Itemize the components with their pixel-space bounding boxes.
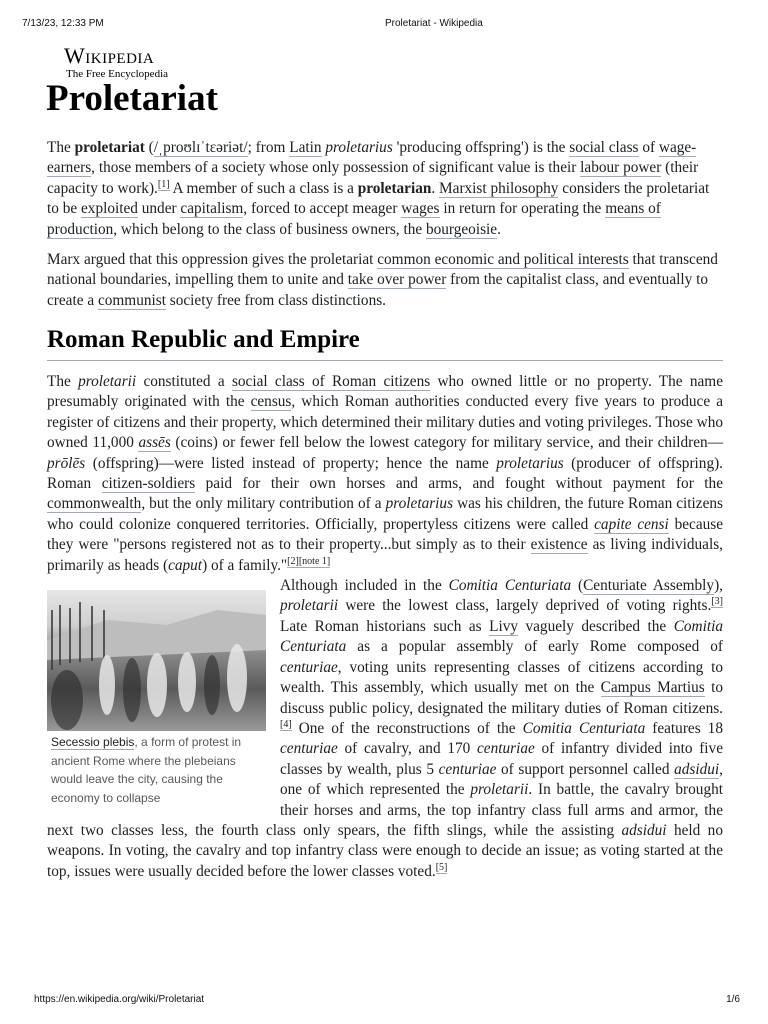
- text: society free from class distinctions.: [165, 291, 387, 309]
- citation-link[interactable]: [5]: [435, 861, 448, 873]
- citation-link[interactable]: [3]: [711, 596, 723, 608]
- text: that transcend national boundaries, impelling them to unite and: [47, 251, 718, 289]
- intro-section: [47, 138, 723, 311]
- citation-link[interactable]: [1]: [157, 178, 170, 190]
- italic-term: centuriae: [477, 740, 535, 758]
- text: vaguely described the: [518, 617, 674, 635]
- text: ; from: [247, 139, 290, 156]
- secessio-plebis-image[interactable]: [47, 590, 266, 731]
- wiki-link[interactable]: exploited: [81, 200, 138, 218]
- print-datetime: 7/13/23, 12:33 PM: [22, 18, 104, 29]
- text: , which belong to the class of business owners, the: [113, 220, 426, 238]
- citation-link[interactable]: [4]: [280, 718, 292, 730]
- italic-term: proletarii: [280, 597, 339, 615]
- wiki-link[interactable]: Latin: [289, 139, 322, 156]
- text: under: [137, 200, 181, 218]
- text: were the lowest class, largely deprived of voting rights.: [338, 597, 712, 615]
- wiki-link[interactable]: wages: [401, 200, 440, 218]
- text: to discuss public policy, designated the military duties of Roman citizens.: [280, 679, 723, 717]
- italic-term: centuriae: [438, 760, 497, 778]
- italic-term: proletarii: [470, 781, 529, 799]
- text: ),: [714, 577, 723, 595]
- text: of infantry divided into five classes by wealth, plus 5: [280, 740, 723, 778]
- italic-term: adsidui: [621, 821, 667, 839]
- print-url: https://en.wikipedia.org/wiki/Proletariat: [34, 994, 205, 1005]
- italic-term: caput: [168, 556, 203, 574]
- section-heading: Roman Republic and Empire: [47, 324, 723, 361]
- italic-term: Comitia Centuriata: [448, 577, 572, 595]
- figure-caption: [47, 731, 266, 807]
- wikipedia-logo[interactable]: [64, 44, 168, 80]
- text: , those members of a society whose only possession of significant value is their: [91, 159, 581, 177]
- text: , which Roman authorities conducted every five years to produce a register of citizens and their property, which determined their military duties and voting privileges. Those who owned 11,000: [47, 393, 723, 452]
- text: from the capitalist class, and eventually to create a: [47, 271, 708, 309]
- wiki-link[interactable]: labour power: [580, 159, 662, 177]
- wiki-link[interactable]: means of production: [47, 200, 661, 238]
- wiki-link[interactable]: social class: [569, 139, 639, 156]
- text: considers the proletariat to be: [47, 179, 710, 218]
- text: paid for their own horses and arms, and fought without payment for the: [195, 475, 723, 493]
- text: in return for operating the: [439, 200, 606, 218]
- italic-term: proletarius: [325, 139, 393, 156]
- wiki-link[interactable]: social class of Roman citizens: [231, 373, 431, 390]
- wiki-link[interactable]: /ˌproʊlɪˈtɛəriət/: [153, 139, 248, 156]
- italic-term: Comitia Centuriata: [522, 719, 646, 737]
- wiki-link[interactable]: bourgeoisie: [425, 220, 498, 238]
- text: , but the only military contribution of a: [141, 495, 386, 513]
- text: , one of which represented the: [280, 760, 723, 799]
- text: as living individuals, primarily as heads (: [47, 536, 723, 574]
- text: ) of a family.": [202, 556, 288, 574]
- wiki-link[interactable]: existence: [530, 536, 588, 554]
- citation-link[interactable]: [2][note 1]: [287, 555, 331, 567]
- italic-term: proletarii: [78, 373, 137, 390]
- wiki-link[interactable]: commonwealth: [47, 495, 142, 513]
- intro-paragraph: [47, 138, 723, 240]
- text: of support personnel called: [496, 760, 675, 778]
- text: (offspring)—were listed instead of property; hence the name: [85, 454, 497, 472]
- text: features 18: [645, 719, 723, 737]
- wiki-link[interactable]: adsidui: [674, 760, 720, 778]
- text: (coins) or fewer fell below the lowest category for military service, and their children—: [170, 434, 724, 452]
- roman-section: [47, 372, 723, 882]
- text: (producer of offspring). Roman: [47, 454, 724, 493]
- wiki-link[interactable]: census: [250, 393, 292, 411]
- text: was his children, the future Roman citizens who could colonize conquered territories. Officially, propertyless citizens were called: [47, 495, 723, 533]
- text: of: [638, 139, 659, 156]
- text: (their capacity to work).: [47, 159, 699, 197]
- text: .: [431, 179, 440, 197]
- italic-term: proletarius: [385, 495, 454, 513]
- text: , forced to accept meager: [243, 200, 402, 218]
- logo-wordmark: Wikipedia: [64, 43, 155, 68]
- wiki-link[interactable]: citizen-soldiers: [101, 475, 196, 493]
- wiki-link[interactable]: Livy: [489, 617, 518, 635]
- text: as a popular assembly of early Rome composed of: [346, 638, 723, 656]
- wiki-link[interactable]: assēs: [138, 434, 171, 452]
- text: Marx argued that this oppression gives the proletariat: [47, 251, 378, 269]
- wiki-link[interactable]: Campus Martius: [600, 679, 705, 697]
- text: held no weapons. In voting, the cavalry and top infantry class were enough to decide an issue; as voting started at the top, issues were usually decided before the lower classes voted.: [47, 821, 723, 880]
- wiki-link[interactable]: Centuriate Assembly: [583, 577, 715, 595]
- text: The: [47, 139, 75, 156]
- text: .: [497, 220, 501, 238]
- logo-tagline: The Free Encyclopedia: [66, 68, 169, 80]
- text: , voting units representing classes of citizens according to wealth. This assembly, which usually met on the: [280, 658, 723, 697]
- text: The: [47, 373, 79, 390]
- intro-paragraph: [47, 250, 723, 311]
- text: Late Roman historians such as: [280, 617, 490, 635]
- figure: [47, 590, 266, 807]
- print-page-title: Proletariat - Wikipedia: [385, 18, 483, 29]
- italic-term: Comitia Centuriata: [280, 617, 723, 656]
- bold-term: proletarian: [357, 179, 432, 197]
- text: of cavalry, and 170: [337, 740, 477, 758]
- wiki-link[interactable]: common economic and political interests: [377, 251, 629, 269]
- italic-term: centuriae: [280, 658, 338, 676]
- text: (: [144, 139, 154, 156]
- text: constituted a: [136, 373, 232, 390]
- wiki-link[interactable]: Marxist philosophy: [439, 179, 559, 197]
- text: A member of such a class is a: [169, 179, 358, 197]
- text: Although included in the: [280, 577, 449, 595]
- italic-term: proletarius: [496, 454, 564, 472]
- italic-term: prōlēs: [47, 454, 86, 472]
- bold-term: proletariat: [74, 139, 145, 156]
- text: One of the reconstructions of the: [291, 719, 523, 737]
- wiki-link[interactable]: capite censi: [594, 515, 669, 533]
- text: . In battle, the cavalry brought their horses and arms, the top infantry class full arms and armor, the next two classes less, the fourth class only spears, the fifth slings, while the assisting: [47, 781, 723, 839]
- wiki-link[interactable]: Secessio plebis: [51, 735, 135, 750]
- wiki-link[interactable]: capitalism: [180, 200, 244, 218]
- text: (: [571, 577, 584, 595]
- text: because they were "persons registered not as to their property...but simply as to their: [47, 515, 723, 554]
- print-page-number: 1/6: [726, 994, 740, 1005]
- wiki-link[interactable]: wage-earners: [47, 139, 697, 177]
- text: who owned little or no property. The name presumably originated with the: [47, 373, 723, 411]
- article-title: Proletariat: [46, 78, 218, 119]
- wiki-link[interactable]: take over power: [347, 271, 447, 289]
- wiki-link[interactable]: communist: [97, 291, 166, 309]
- text: , a form of protest in ancient Rome where the plebeians would leave the city, causing the economy to collapse: [51, 735, 242, 805]
- text: 'producing offspring') is the: [392, 139, 570, 156]
- italic-term: centuriae: [280, 740, 338, 758]
- roman-paragraph-1: [47, 372, 723, 576]
